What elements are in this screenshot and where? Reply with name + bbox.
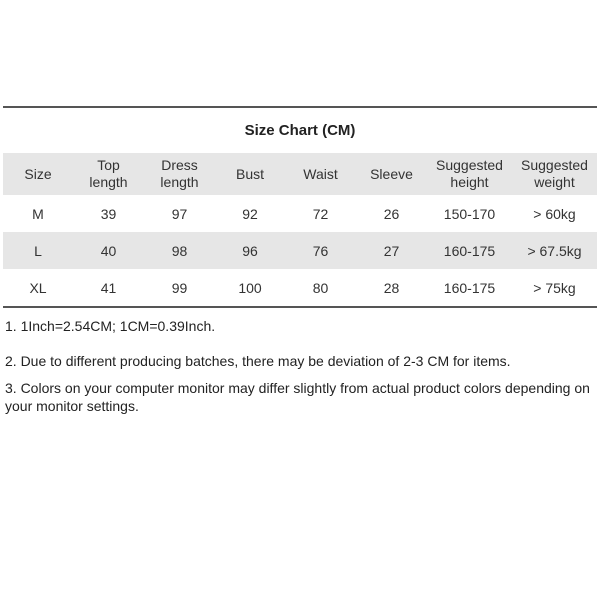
cell-size: XL [29, 279, 47, 296]
cell-sleeve: 28 [383, 279, 400, 296]
cell-top-length: 39 [100, 205, 117, 222]
cell-sleeve: 27 [383, 242, 400, 259]
header-bust: Bust [235, 165, 264, 182]
header-suggested-height: Suggested height [436, 157, 503, 190]
cell-suggested-weight: > 60kg [533, 205, 576, 222]
cell-suggested-height: 160-175 [443, 279, 496, 296]
cell-waist: 76 [312, 242, 329, 259]
table-header-row [3, 153, 597, 195]
header-dress-length: Dress length [160, 157, 199, 190]
cell-sleeve: 26 [383, 205, 400, 222]
cell-waist: 72 [312, 205, 329, 222]
cell-top-length: 41 [100, 279, 117, 296]
cell-bust: 100 [238, 279, 262, 296]
cell-bust: 96 [242, 242, 258, 259]
size-table [3, 153, 597, 306]
cell-bust: 92 [242, 205, 258, 222]
header-sleeve: Sleeve [370, 165, 413, 182]
cell-waist: 80 [312, 279, 329, 296]
size-chart [3, 106, 597, 308]
cell-suggested-weight: > 75kg [533, 279, 576, 296]
header-waist: Waist [303, 165, 338, 182]
cell-dress-length: 99 [171, 279, 188, 296]
chart-title: Size Chart (CM) [244, 122, 356, 139]
header-suggested-weight: Suggested weight [521, 157, 588, 190]
cell-dress-length: 98 [171, 242, 188, 259]
note-colors: 3. Colors on your computer monitor may differ slightly from actual product colors depending on your monitor settings. [5, 380, 590, 414]
header-top-length: Top length [89, 157, 128, 190]
table-row [3, 195, 597, 232]
cell-top-length: 40 [100, 242, 117, 259]
note-deviation: 2. Due to different producing batches, there may be deviation of 2-3 CM for items. [5, 353, 511, 369]
cell-size: L [34, 242, 42, 259]
header-size: Size [24, 165, 52, 182]
cell-suggested-height: 160-175 [443, 242, 496, 259]
table-row [3, 232, 597, 269]
cell-dress-length: 97 [171, 205, 188, 222]
cell-suggested-weight: > 67.5kg [527, 242, 582, 259]
cell-size: M [32, 205, 44, 222]
cell-suggested-height: 150-170 [443, 205, 496, 222]
table-row [3, 269, 597, 306]
note-conversion: 1. 1Inch=2.54CM; 1CM=0.39Inch. [5, 318, 216, 334]
